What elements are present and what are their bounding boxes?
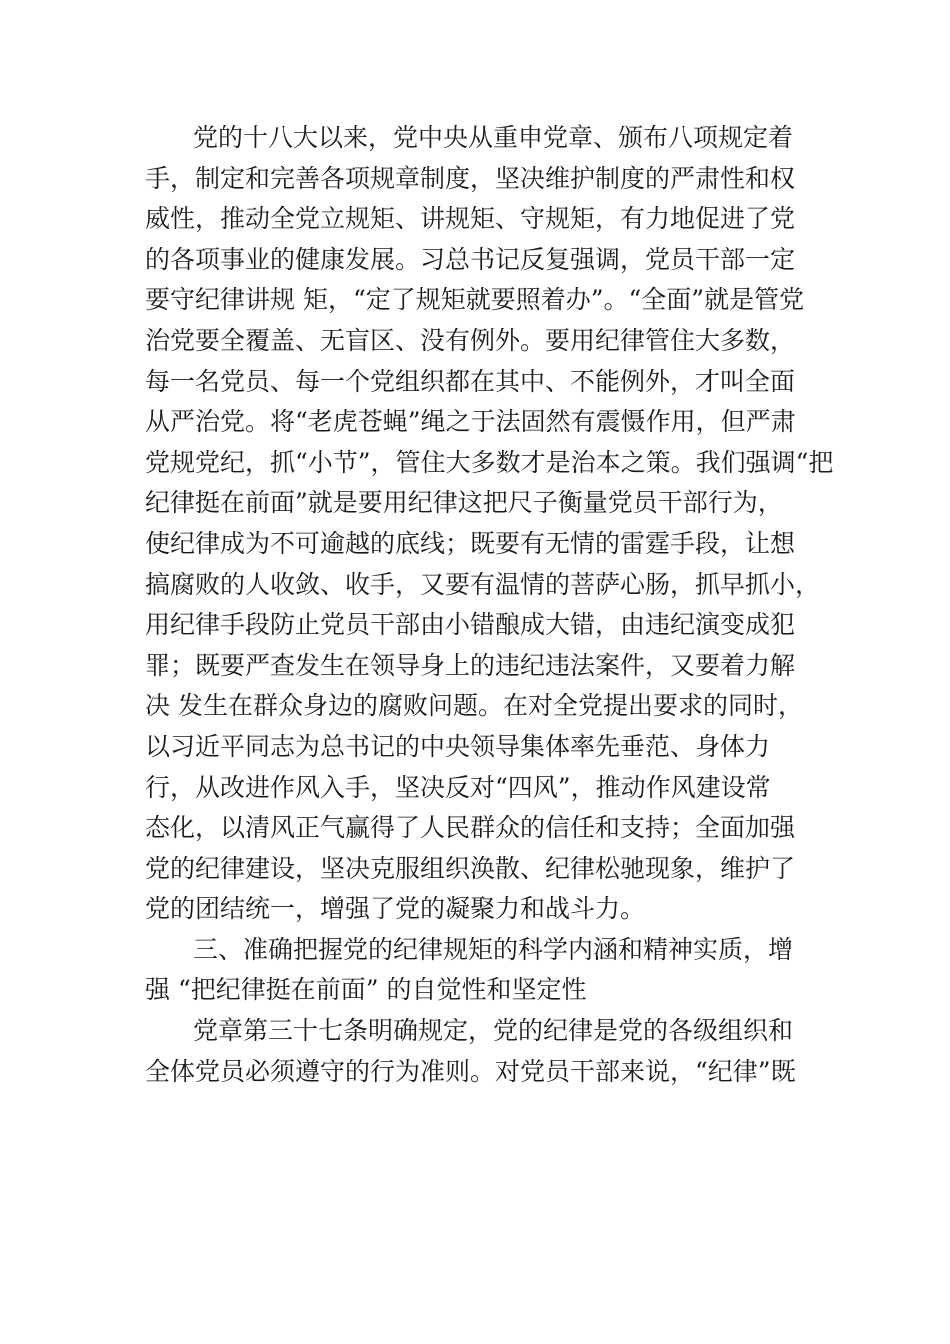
body-text [145, 118, 834, 1092]
text-line: 威性，推动全党立规矩、讲规矩、守规矩，有力地促进了党 [145, 204, 796, 234]
text-line: 手，制定和完善各项规章制度，坚决维护制度的严肃性和权 [145, 163, 796, 193]
text-line: 全体党员必须遵守的行为准则。对党员干部来说，“纪律”既 [145, 1056, 796, 1086]
text-line: 纪律挺在前面”就是要用纪律这把尺子衡量党员干部行为， [145, 488, 783, 518]
text-line: 罪；既要严查发生在领导身上的违纪违法案件，又要着力解 [145, 650, 796, 680]
text-line: 治党要全覆盖、无盲区、没有例外。要用纪律管住大多数， [145, 325, 796, 355]
text-line: 行，从改进作风入手，坚决反对“四风”，推动作风建设常 [145, 772, 771, 802]
text-line: 使纪律成为不可逾越的底线；既要有无情的雷霆手段，让想 [145, 528, 796, 558]
text-line: 党的纪律建设，坚决克服组织涣散、纪律松驰现象，维护了 [145, 853, 796, 883]
text-line: 态化，以清风正气赢得了人民群众的信任和支持；全面加强 [145, 813, 796, 843]
text-line: 以习近平同志为总书记的中央领导集体率先垂范、身体力 [145, 731, 771, 761]
text-line: 党章第三十七条明确规定，党的纪律是党的各级组织和 [193, 1016, 794, 1046]
text-line: 强 “把纪律挺在前面” 的自觉性和坚定性 [145, 975, 587, 1005]
text-line: 党的团结统一，增强了党的凝聚力和战斗力。 [145, 894, 646, 924]
text-line: 用纪律手段防止党员干部由小错酿成大错，由违纪演变成犯 [145, 610, 796, 640]
text-line: 的各项事业的健康发展。习总书记反复强调，党员干部一定 [145, 244, 796, 274]
text-line: 决 发生在群众身边的腐败问题。在对全党提出要求的同时， [145, 691, 803, 721]
text-line: 搞腐败的人收敛、收手，又要有温情的菩萨心肠，抓早抓小， [145, 569, 821, 599]
text-line: 从严治党。将“老虎苍蝇”绳之于法固然有震慑作用，但严肃 [145, 407, 796, 437]
text-line: 三、准确把握党的纪律规矩的科学内涵和精神实质，增 [193, 934, 794, 964]
text-line: 党的十八大以来，党中央从重申党章、颁布八项规定着 [193, 123, 794, 152]
text-line: 党规党纪，抓“小节”，管住大多数才是治本之策。我们强调“把 [145, 447, 834, 477]
text-line: 每一名党员、每一个党组织都在其中、不能例外，才叫全面 [145, 366, 796, 396]
text-line: 要守纪律讲规 矩，“定了规矩就要照着办”。“全面”就是管党 [145, 285, 805, 315]
